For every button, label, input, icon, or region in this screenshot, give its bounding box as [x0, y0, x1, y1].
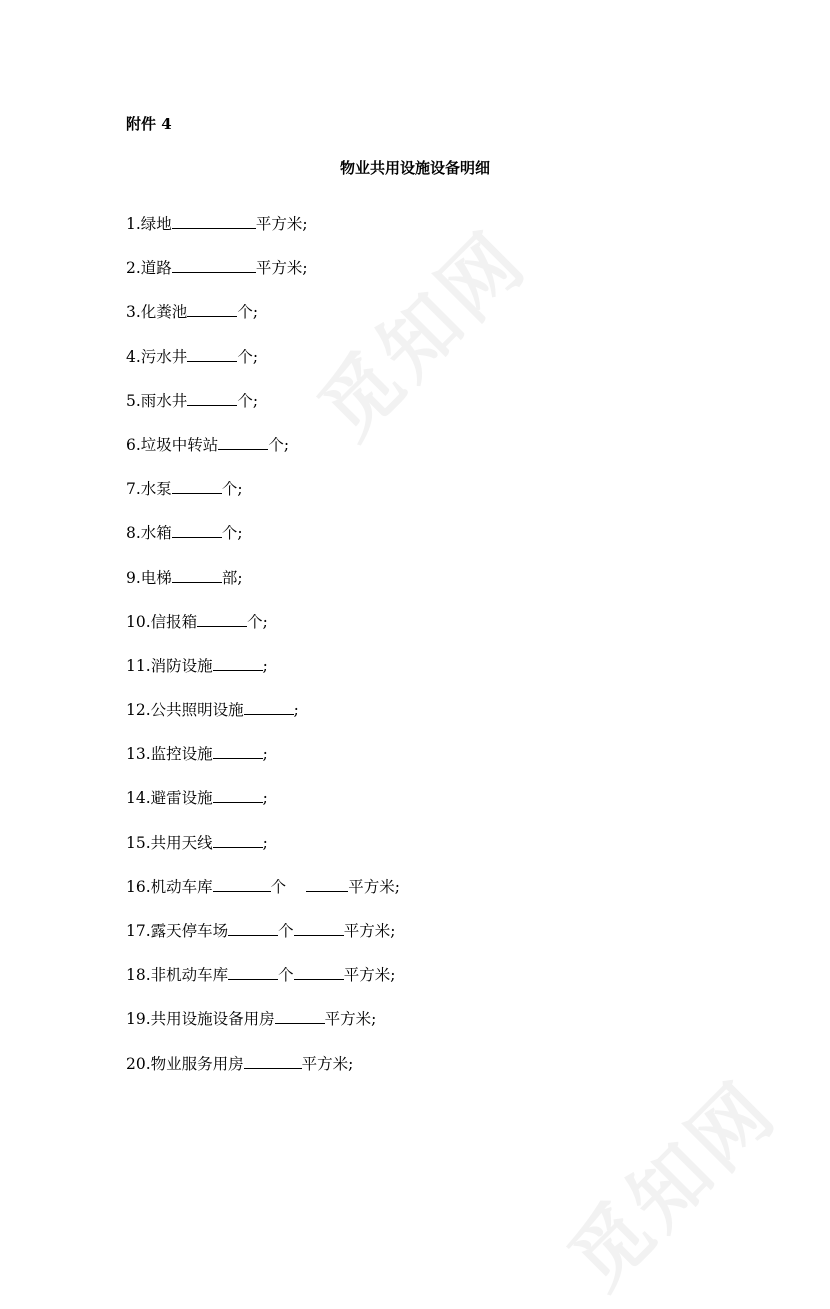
list-item: 8.水箱 个;	[126, 519, 726, 563]
fill-in-blank[interactable]	[218, 431, 268, 450]
list-item: 4.污水井 个;	[126, 343, 726, 387]
list-item: 19.共用设施设备用房 平方米;	[126, 1005, 726, 1049]
fill-in-blank[interactable]	[197, 608, 247, 627]
fill-in-blank[interactable]	[172, 564, 222, 583]
list-item: 6.垃圾中转站 个;	[126, 431, 726, 475]
fill-in-blank[interactable]	[213, 740, 263, 759]
fill-in-blank[interactable]	[213, 829, 263, 848]
list-item: 18.非机动车库 个 平方米;	[126, 961, 726, 1005]
list-item: 16.机动车库 个 平方米;	[126, 873, 726, 917]
fill-in-blank[interactable]	[244, 1050, 302, 1069]
fill-in-blank[interactable]	[213, 873, 271, 892]
fill-in-blank[interactable]	[275, 1005, 325, 1024]
list-item: 10.信报箱 个;	[126, 608, 726, 652]
list-item: 20.物业服务用房 平方米;	[126, 1050, 726, 1094]
list-item: 7.水泵 个;	[126, 475, 726, 519]
fill-in-blank[interactable]	[228, 961, 278, 980]
fill-in-blank[interactable]	[172, 210, 256, 229]
list-item: 5.雨水井 个;	[126, 387, 726, 431]
annex-label: 附件 4	[126, 115, 172, 133]
watermark: 觅知网	[302, 214, 545, 457]
list-item: 11.消防设施 ;	[126, 652, 726, 696]
fill-in-blank[interactable]	[172, 519, 222, 538]
list-item: 15.共用天线 ;	[126, 829, 726, 873]
list-item: 13.监控设施 ;	[126, 740, 726, 784]
fill-in-blank[interactable]	[172, 254, 256, 273]
list-item: 9.电梯 部;	[126, 564, 726, 608]
fill-in-blank[interactable]	[306, 873, 348, 892]
watermark-bottom: 觅知网	[552, 1064, 795, 1307]
fill-in-blank[interactable]	[187, 298, 237, 317]
fill-in-blank[interactable]	[187, 387, 237, 406]
list-item: 2.道路 平方米;	[126, 254, 726, 298]
fill-in-blank[interactable]	[213, 652, 263, 671]
list-item: 3.化粪池 个;	[126, 298, 726, 342]
facility-list	[126, 210, 726, 1094]
list-item: 1.绿地 平方米;	[126, 210, 726, 254]
fill-in-blank[interactable]	[244, 696, 294, 715]
fill-in-blank[interactable]	[228, 917, 278, 936]
fill-in-blank[interactable]	[187, 343, 237, 362]
fill-in-blank[interactable]	[172, 475, 222, 494]
fill-in-blank[interactable]	[294, 917, 344, 936]
fill-in-blank[interactable]	[213, 784, 263, 803]
list-item: 17.露天停车场 个 平方米;	[126, 917, 726, 961]
list-item: 12.公共照明设施 ;	[126, 696, 726, 740]
page-title: 物业共用设施设备明细	[339, 159, 490, 177]
list-item: 14.避雷设施 ;	[126, 784, 726, 828]
fill-in-blank[interactable]	[294, 961, 344, 980]
